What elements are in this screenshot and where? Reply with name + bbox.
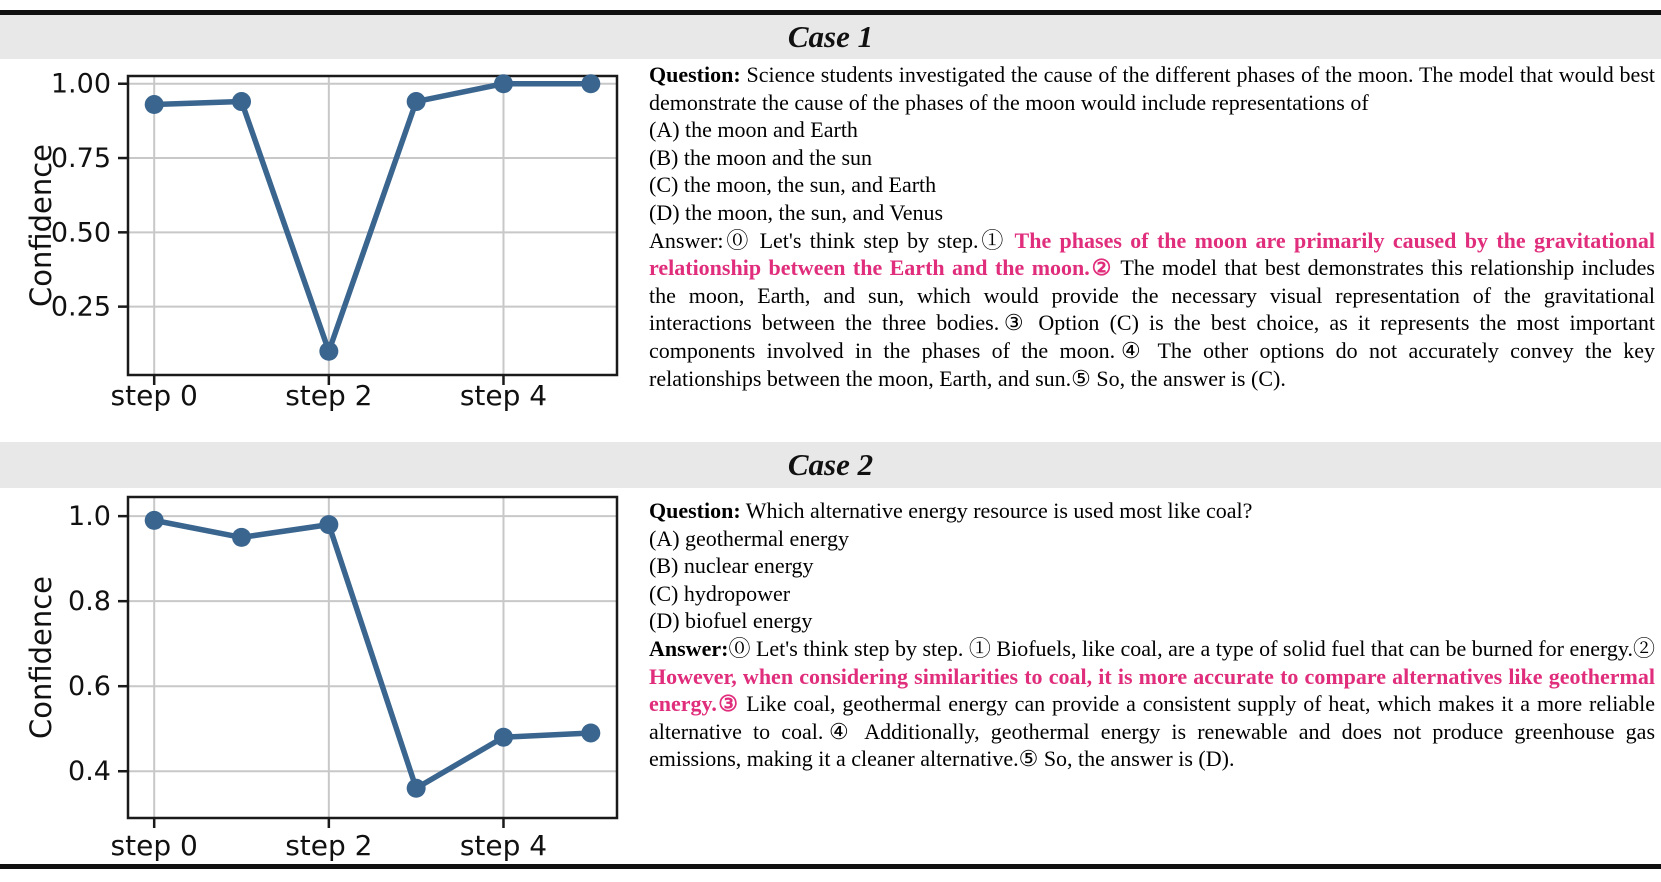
- option-c: (C) the moon, the sun, and Earth: [649, 172, 937, 198]
- case2-text-column: [649, 497, 1655, 773]
- x-tick-label: step 4: [459, 379, 548, 412]
- x-tick-label: step 4: [459, 829, 548, 862]
- y-tick-label: 0.8: [68, 586, 111, 618]
- data-point-marker: [145, 95, 164, 114]
- option-d: (D) the moon, the sun, and Venus: [649, 199, 944, 225]
- answer-label: Answer:: [649, 635, 729, 661]
- option-d: (D) biofuel energy: [649, 608, 813, 634]
- answer-segment: ⓪ Let's think step by step.①: [723, 227, 1015, 253]
- case1-confidence-chart: [15, 58, 655, 443]
- y-tick-label: 0.25: [50, 291, 111, 323]
- case2-confidence-chart: [15, 485, 655, 880]
- x-tick-label: step 2: [285, 379, 373, 412]
- question-label: Question:: [649, 498, 741, 523]
- data-point-marker: [494, 74, 513, 93]
- y-tick-label: 0.4: [68, 756, 111, 788]
- question-text: Which alternative energy resource is used most like coal?: [745, 498, 1253, 523]
- data-point-marker: [407, 92, 426, 111]
- option-b: (B) nuclear energy: [649, 553, 814, 579]
- confidence-line: [154, 520, 591, 788]
- y-axis-label: Confidence: [24, 143, 58, 308]
- case1-text-column: [649, 61, 1655, 392]
- case2-question-paragraph: [649, 497, 1655, 525]
- case2-title: Case 2: [787, 447, 874, 482]
- y-axis-label: Confidence: [24, 575, 58, 740]
- case2-answer-paragraph: [649, 635, 1655, 773]
- answer-highlight-segment: However, when considering similarities to coal, it is more accurate to compare alternatives like geothermal energy.③: [649, 663, 1655, 717]
- option-c: (C) hydropower: [649, 580, 791, 606]
- option-a: (A) geothermal energy: [649, 525, 849, 551]
- x-tick-label: step 0: [110, 829, 198, 862]
- x-tick-label: step 0: [110, 379, 198, 412]
- question-text: Science students investigated the cause of the different phases of the moon. The model that would best demonstrate the cause of the phases of the moon would include representations of: [649, 62, 1655, 115]
- option-a: (A) the moon and Earth: [649, 117, 858, 143]
- data-point-marker: [319, 342, 338, 361]
- data-point-marker: [581, 74, 600, 93]
- answer-segment: The model that best demonstrates this relationship includes the moon, Earth, and sun, which would provide the necessary visual representation of the gravitational interactions between the three bodies.③ Option (C) is the best choice, as it represents the most important components involved in the phases of the moon.④ The other options do not accurately convey the key relationships between the moon, Earth, and sun.⑤ So, the answer is (C).: [649, 255, 1655, 391]
- y-tick-label: 0.75: [50, 143, 111, 175]
- y-tick-label: 0.50: [50, 217, 111, 249]
- case1-question-paragraph: [649, 61, 1655, 116]
- answer-segment: Like coal, geothermal energy can provide a consistent supply of heat, which makes it a more reliable alternative to coal.④ Additionally, geothermal energy is renewable and does not produce greenhouse gas emissions, making it a cleaner alternative.⑤ So, the answer is (D).: [649, 691, 1655, 772]
- x-tick-label: step 2: [285, 829, 373, 862]
- answer-segment: ⓪ Let's think step by step. ① Biofuels, like coal, are a type of solid fuel that can be burned for energy.②: [728, 635, 1655, 661]
- option-b: (B) the moon and the sun: [649, 144, 873, 170]
- bottom-rule: [0, 864, 1661, 869]
- case1-options-list: [649, 116, 1655, 226]
- y-tick-label: 1.00: [50, 68, 111, 100]
- case2-header-band: [0, 442, 1661, 488]
- answer-highlight-segment: The phases of the moon are primarily caused by the gravitational relationship between the Earth and the moon.②: [649, 227, 1655, 281]
- data-point-marker: [319, 515, 338, 534]
- y-tick-label: 0.6: [68, 671, 111, 703]
- case2-options-list: [649, 525, 1655, 635]
- answer-label: Answer:: [649, 227, 724, 253]
- data-point-marker: [232, 92, 251, 111]
- y-tick-label: 1.0: [68, 501, 111, 533]
- data-point-marker: [581, 723, 600, 742]
- case1-title: Case 1: [787, 19, 874, 54]
- question-label: Question:: [649, 62, 741, 87]
- data-point-marker: [232, 528, 251, 547]
- data-point-marker: [494, 728, 513, 747]
- data-point-marker: [407, 779, 426, 798]
- data-point-marker: [145, 511, 164, 530]
- case1-header-band: [0, 15, 1661, 59]
- confidence-line: [154, 84, 591, 351]
- case1-answer-paragraph: [649, 227, 1655, 393]
